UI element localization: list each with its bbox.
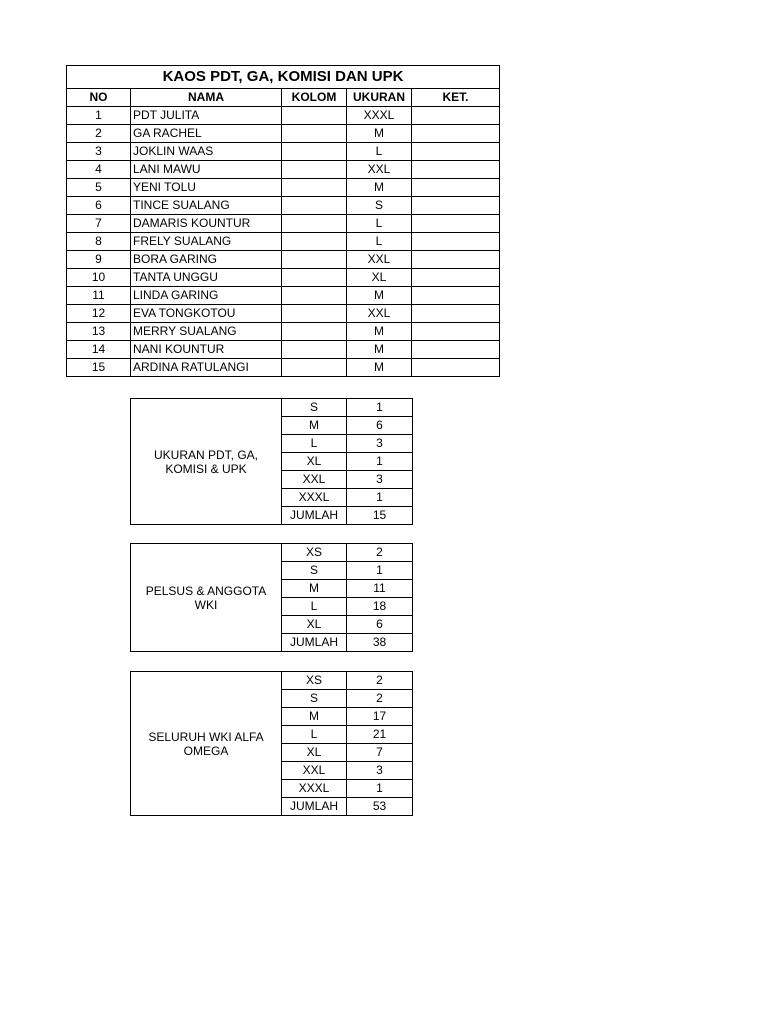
cell-ukuran: M (347, 359, 412, 377)
cell-nama: TANTA UNGGU (131, 269, 282, 287)
summary-row (131, 399, 413, 417)
cell-ukuran: M (347, 287, 412, 305)
cell-no: 11 (67, 287, 131, 305)
cell-nama: FRELY SUALANG (131, 233, 282, 251)
table-title: KAOS PDT, GA, KOMISI DAN UPK (67, 66, 500, 89)
summary-count: 15 (347, 507, 413, 525)
cell-ukuran: XXL (347, 305, 412, 323)
cell-ket (412, 323, 500, 341)
cell-no: 12 (67, 305, 131, 323)
summary-size: M (282, 708, 347, 726)
cell-ukuran: M (347, 341, 412, 359)
cell-ukuran: M (347, 179, 412, 197)
table-row (67, 143, 500, 161)
summary-label: UKURAN PDT, GA, KOMISI & UPK (131, 399, 282, 525)
cell-kolom (282, 107, 347, 125)
cell-kolom (282, 161, 347, 179)
cell-kolom (282, 143, 347, 161)
header-nama: NAMA (131, 89, 282, 107)
summary-body (131, 399, 413, 525)
cell-ukuran: L (347, 143, 412, 161)
summary-count: 3 (347, 471, 413, 489)
table-row (67, 269, 500, 287)
cell-kolom (282, 197, 347, 215)
summary-count: 1 (347, 562, 413, 580)
summary-count: 18 (347, 598, 413, 616)
summary-count: 3 (347, 435, 413, 453)
summary-size: XS (282, 672, 347, 690)
summary-count: 7 (347, 744, 413, 762)
summary-size: JUMLAH (282, 634, 347, 652)
cell-no: 13 (67, 323, 131, 341)
cell-ukuran: XXXL (347, 107, 412, 125)
summary-row (131, 672, 413, 690)
summary-size: XXL (282, 762, 347, 780)
cell-ket (412, 359, 500, 377)
summary-size: XS (282, 544, 347, 562)
cell-kolom (282, 233, 347, 251)
cell-nama: TINCE SUALANG (131, 197, 282, 215)
cell-kolom (282, 323, 347, 341)
header-row (67, 89, 500, 107)
cell-nama: YENI TOLU (131, 179, 282, 197)
header-kolom: KOLOM (282, 89, 347, 107)
summary-count: 38 (347, 634, 413, 652)
summary-size: JUMLAH (282, 507, 347, 525)
summary-size: M (282, 580, 347, 598)
table-row (67, 215, 500, 233)
table-row (67, 359, 500, 377)
summary-size: L (282, 435, 347, 453)
cell-nama: PDT JULITA (131, 107, 282, 125)
cell-ket (412, 107, 500, 125)
summary-table-seluruh-wki (130, 671, 413, 816)
cell-ket (412, 233, 500, 251)
cell-no: 15 (67, 359, 131, 377)
summary-count: 53 (347, 798, 413, 816)
table-row (67, 125, 500, 143)
cell-nama: NANI KOUNTUR (131, 341, 282, 359)
cell-no: 2 (67, 125, 131, 143)
cell-ket (412, 215, 500, 233)
cell-no: 10 (67, 269, 131, 287)
summary-size: S (282, 399, 347, 417)
summary-size: XXXL (282, 489, 347, 507)
cell-ukuran: XXL (347, 161, 412, 179)
cell-ket (412, 269, 500, 287)
cell-nama: BORA GARING (131, 251, 282, 269)
summary-size: XL (282, 453, 347, 471)
cell-nama: GA RACHEL (131, 125, 282, 143)
cell-no: 9 (67, 251, 131, 269)
cell-no: 4 (67, 161, 131, 179)
main-table-body (67, 107, 500, 377)
header-no: NO (67, 89, 131, 107)
cell-kolom (282, 125, 347, 143)
cell-no: 1 (67, 107, 131, 125)
summary-size: XL (282, 744, 347, 762)
cell-ukuran: XL (347, 269, 412, 287)
cell-ukuran: M (347, 323, 412, 341)
summary-count: 2 (347, 690, 413, 708)
summary-count: 2 (347, 544, 413, 562)
table-row (67, 305, 500, 323)
summary-label: SELURUH WKI ALFA OMEGA (131, 672, 282, 816)
summary-count: 3 (347, 762, 413, 780)
table-row (67, 161, 500, 179)
summary-size: XL (282, 616, 347, 634)
summary-count: 21 (347, 726, 413, 744)
cell-nama: ARDINA RATULANGI (131, 359, 282, 377)
cell-nama: LANI MAWU (131, 161, 282, 179)
table-row (67, 179, 500, 197)
cell-no: 7 (67, 215, 131, 233)
cell-ukuran: L (347, 215, 412, 233)
summary-body (131, 672, 413, 816)
cell-ukuran: M (347, 125, 412, 143)
cell-no: 3 (67, 143, 131, 161)
summary-count: 1 (347, 489, 413, 507)
cell-nama: DAMARIS KOUNTUR (131, 215, 282, 233)
cell-kolom (282, 287, 347, 305)
cell-ket (412, 179, 500, 197)
cell-ket (412, 197, 500, 215)
cell-ket (412, 125, 500, 143)
summary-size: L (282, 726, 347, 744)
table-row (67, 197, 500, 215)
cell-ket (412, 341, 500, 359)
table-row (67, 323, 500, 341)
cell-nama: LINDA GARING (131, 287, 282, 305)
table-row (67, 233, 500, 251)
summary-count: 1 (347, 399, 413, 417)
summary-size: M (282, 417, 347, 435)
cell-kolom (282, 359, 347, 377)
cell-ukuran: L (347, 233, 412, 251)
header-ket: KET. (412, 89, 500, 107)
cell-ket (412, 305, 500, 323)
summary-size: JUMLAH (282, 798, 347, 816)
cell-no: 6 (67, 197, 131, 215)
summary-body (131, 544, 413, 652)
summary-count: 1 (347, 780, 413, 798)
summary-table-pelsus-anggota-wki (130, 543, 413, 652)
summary-label: PELSUS & ANGGOTA WKI (131, 544, 282, 652)
summary-table-pdt-ga-komisi-upk (130, 398, 413, 525)
summary-size: S (282, 562, 347, 580)
cell-ket (412, 287, 500, 305)
cell-nama: MERRY SUALANG (131, 323, 282, 341)
cell-kolom (282, 341, 347, 359)
summary-count: 6 (347, 417, 413, 435)
summary-row (131, 544, 413, 562)
summary-count: 1 (347, 453, 413, 471)
summary-count: 2 (347, 672, 413, 690)
cell-ket (412, 251, 500, 269)
cell-kolom (282, 305, 347, 323)
main-table (66, 65, 500, 377)
cell-kolom (282, 269, 347, 287)
cell-no: 8 (67, 233, 131, 251)
summary-size: XXL (282, 471, 347, 489)
summary-size: S (282, 690, 347, 708)
cell-no: 5 (67, 179, 131, 197)
cell-ket (412, 143, 500, 161)
table-row (67, 251, 500, 269)
summary-count: 17 (347, 708, 413, 726)
cell-kolom (282, 179, 347, 197)
header-ukuran: UKURAN (347, 89, 412, 107)
cell-ukuran: XXL (347, 251, 412, 269)
cell-no: 14 (67, 341, 131, 359)
summary-count: 6 (347, 616, 413, 634)
cell-ket (412, 161, 500, 179)
cell-nama: JOKLIN WAAS (131, 143, 282, 161)
cell-ukuran: S (347, 197, 412, 215)
title-row (67, 66, 500, 89)
table-row (67, 287, 500, 305)
table-row (67, 107, 500, 125)
summary-size: L (282, 598, 347, 616)
summary-size: XXXL (282, 780, 347, 798)
cell-kolom (282, 251, 347, 269)
summary-count: 11 (347, 580, 413, 598)
cell-kolom (282, 215, 347, 233)
cell-nama: EVA TONGKOTOU (131, 305, 282, 323)
table-row (67, 341, 500, 359)
